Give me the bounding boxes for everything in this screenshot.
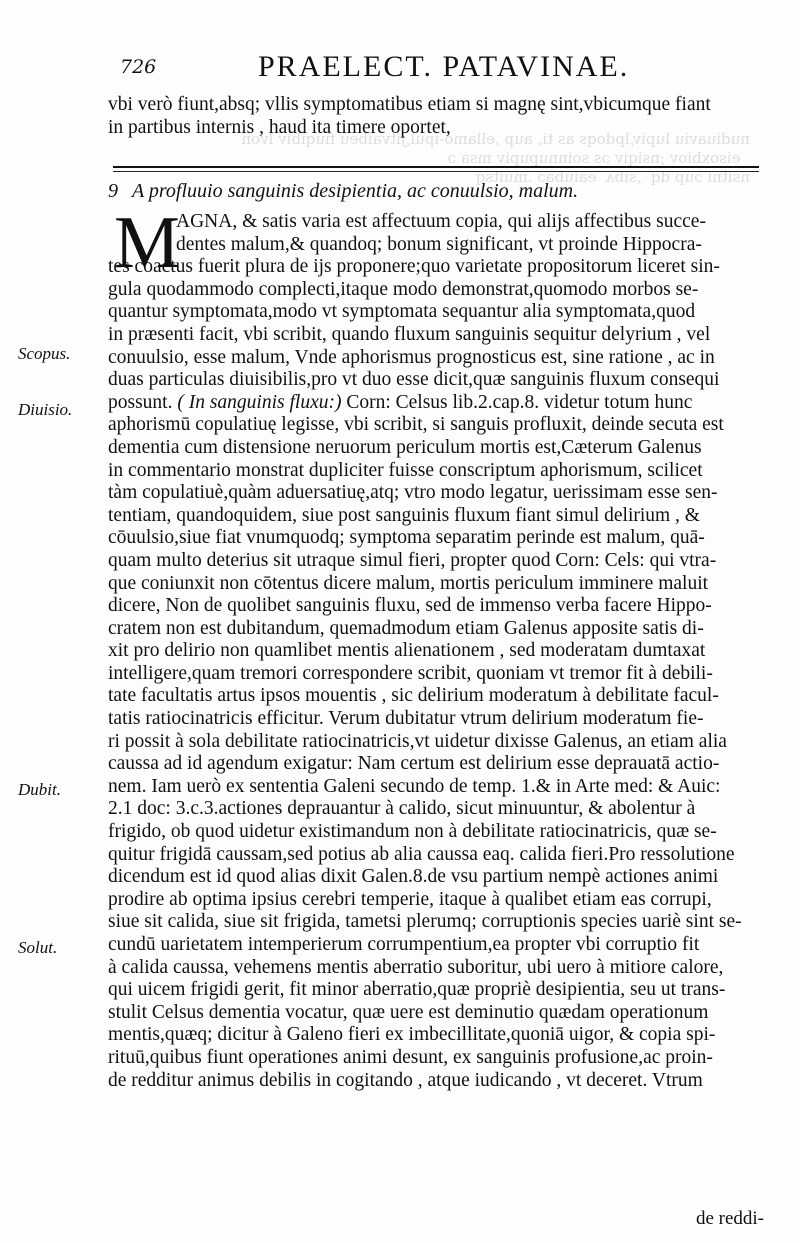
text-line: duas particulas diuisibilis,pro vt duo esse dicit,quæ sanguinis fluxum consequi <box>108 369 720 391</box>
text-line: tes coactus fuerit plura de ijs proponere;quo varietate propositorum liceret sin- <box>108 256 720 278</box>
text-line: dicendum est id quod alias dixit Galen.8.de vsu partium nempè actiones animi <box>108 866 719 888</box>
aphorism-text: A profluuio sanguinis desipientia, ac conuulsio, malum. <box>132 180 579 202</box>
text-line: cratem non est dubitandum, quemadmodum etiam Galenus apposite satis di- <box>108 617 704 639</box>
text-line: à calida caussa, vehemens mentis aberratio suboritur, ubi uero à mitiore calore, <box>108 956 724 978</box>
aphorism-heading <box>108 180 768 203</box>
running-title: PRAELECT. PATAVINAE. <box>258 50 630 83</box>
commentary-body <box>108 211 774 1092</box>
text-line: in commentario monstrat dupliciter fuisse conscriptum aphorismum, scilicet <box>108 459 703 481</box>
margin-note-solut: Solut. <box>18 938 58 957</box>
text-line: dentes malum,& quandoq; bonum significant, vt proinde Hippocra- <box>176 233 702 255</box>
text-line: rituū,quibus fiunt operationes animi desunt, ex sanguinis profusione,ac proin- <box>108 1046 713 1068</box>
text-line: conuulsio, esse malum, Vnde aphorismus prognosticus est, sine ratione , ac in <box>108 346 715 368</box>
text-line: stulit Celsus dementia vocatur, quæ uere est deminutio quædam operationum <box>108 1001 709 1023</box>
text-line: vbi verò fiunt,absq; vllis symptomatibus etiam si magnę sint,vbicumque fiant <box>108 94 711 115</box>
text-line: in partibus internis , haud ita timere oportet, <box>108 116 451 138</box>
section-rule <box>113 166 759 168</box>
text-line: aphorismū copulatiuę legisse, vbi scribit, si sanguis profluxit, deinde secuta est <box>108 414 724 436</box>
text-line: AGNA, & satis varia est affectuum copia, qui alijs affectibus succe- <box>176 211 706 232</box>
running-head <box>108 50 768 90</box>
text-line: tate facultatis artus ipsos mouentis , sic delirium moderatum à debilitate facul- <box>108 685 719 707</box>
show-through-text: nudiuaviu lupiv,lpdoqs as ti, aup ,ellamo-ipul,jitvaibeu fiuqibiv lvon eisoxbiov ;nsiqiv ɔs soinnupupiv msa ɔ nsitni ɔup dq ,sibʌ eaiubaɔ .muitsq <box>241 130 750 186</box>
text-line: cōuulsio,siue fiat vnumquodq; symptoma separatim perinde est malum, quā- <box>108 527 705 549</box>
continuation-text <box>108 94 774 139</box>
text-line: siue sit calida, siue sit frigida, tametsi plerumq; corruptionis species uariè sint se- <box>108 911 742 933</box>
text-line: in præsenti facit, vbi scribit, quando fluxum sanguinis sequitur delyrium , vel <box>108 323 711 345</box>
text-line: frigido, ob quod uidetur existimandum non à debilitate ratiocinatricis, quæ se- <box>108 821 717 843</box>
text-line: tàm copulatiuè,quàm aduersatiuę,atq; vtro modo legatur, uerissimam esse sen- <box>108 482 718 504</box>
text-line: quantur symptomata,modo vt symptomata sequantur alia symptomata,quod <box>108 301 696 323</box>
text-line: caussa ad id agendum exigatur: Nam certum est delirium esse deprauatā actio- <box>108 753 720 775</box>
text-line: qui uicem frigidi gerit, fit minor aberratio,quæ propriè desipientia, seu ut trans- <box>108 979 726 1001</box>
catchword: de reddi- <box>695 1208 764 1229</box>
text-line: quitur frigidā caussam,sed potius ab alia caussa eaq. calida fieri.Pro ressolutione <box>108 843 735 865</box>
text-line: nem. Iam uerò ex sententia Galeni secundo de temp. 1.& in Arte med: & Auic: <box>108 775 721 797</box>
text-line: prodire ab optima ipsius cerebri temperie, itaque à qualibet etiam eas corrupi, <box>108 888 712 910</box>
text-line: cundū uarietatem intemperierum corrumpentium,ea propter vbi corruptio fit <box>108 934 700 955</box>
text-line: tatis ratiocinatricis efficitur. Verum dubitatur vtrum delirium moderatum fie- <box>108 708 704 730</box>
text-line: mentis,quæq; dicitur à Galeno fieri ex imbecillitate,quoniā uigor, & copia spi- <box>108 1024 716 1046</box>
text-line: gula quodammodo complecti,itaque modo demonstrat,quomodo morbos se- <box>108 278 699 300</box>
lemma: ( In sanguinis fluxu:) <box>177 391 342 413</box>
section-rule-thin <box>113 171 759 172</box>
text-line: possunt. ( In sanguinis fluxu:) Corn: Celsus lib.2.cap.8. videtur totum hunc <box>108 391 693 413</box>
margin-note-diuisio: Diuisio. <box>18 400 73 419</box>
text-line: de redditur animus debilis in cogitando , atque iudicando , vt deceret. Vtrum <box>108 1069 703 1091</box>
drop-capital: M <box>114 202 180 284</box>
aphorism-number: 9 <box>108 180 118 202</box>
text-line: que coniunxit non cōtentus dicere malum, mortis periculum imminere maluit <box>108 572 709 594</box>
page-number: 726 <box>120 56 157 78</box>
text-line: 2.1 doc: 3.c.3.actiones deprauantur à calido, sicut minuuntur, & abolentur à <box>108 798 696 820</box>
text-line: quam multo deterius sit utraque simul fieri, propter quod Corn: Cels: qui vtra- <box>108 549 717 571</box>
margin-note-dubit: Dubit. <box>18 780 61 799</box>
text-line: intelligere,quam tremori correspondere scribit, quoniam vt tremor fit à debili- <box>108 662 713 684</box>
text-line: ri possit à sola debilitate ratiocinatricis,vt uidetur dixisse Galenus, an etiam alia <box>108 730 727 752</box>
text-line: tentiam, quandoquidem, siue post sanguinis fluxum fiant simul delirium , & <box>108 504 700 526</box>
text-line: dementia cum distensione neruorum periculum mortis est,Cæterum Galenus <box>108 436 702 458</box>
text-line: xit pro delirio non quamlibet mentis alienationem , sed moderatam dumtaxat <box>108 640 706 662</box>
text-line: dicere, Non de quolibet sanguinis fluxu, sed de immenso verba facere Hippo- <box>108 595 712 617</box>
margin-note-scopus: Scopus. <box>18 344 71 363</box>
